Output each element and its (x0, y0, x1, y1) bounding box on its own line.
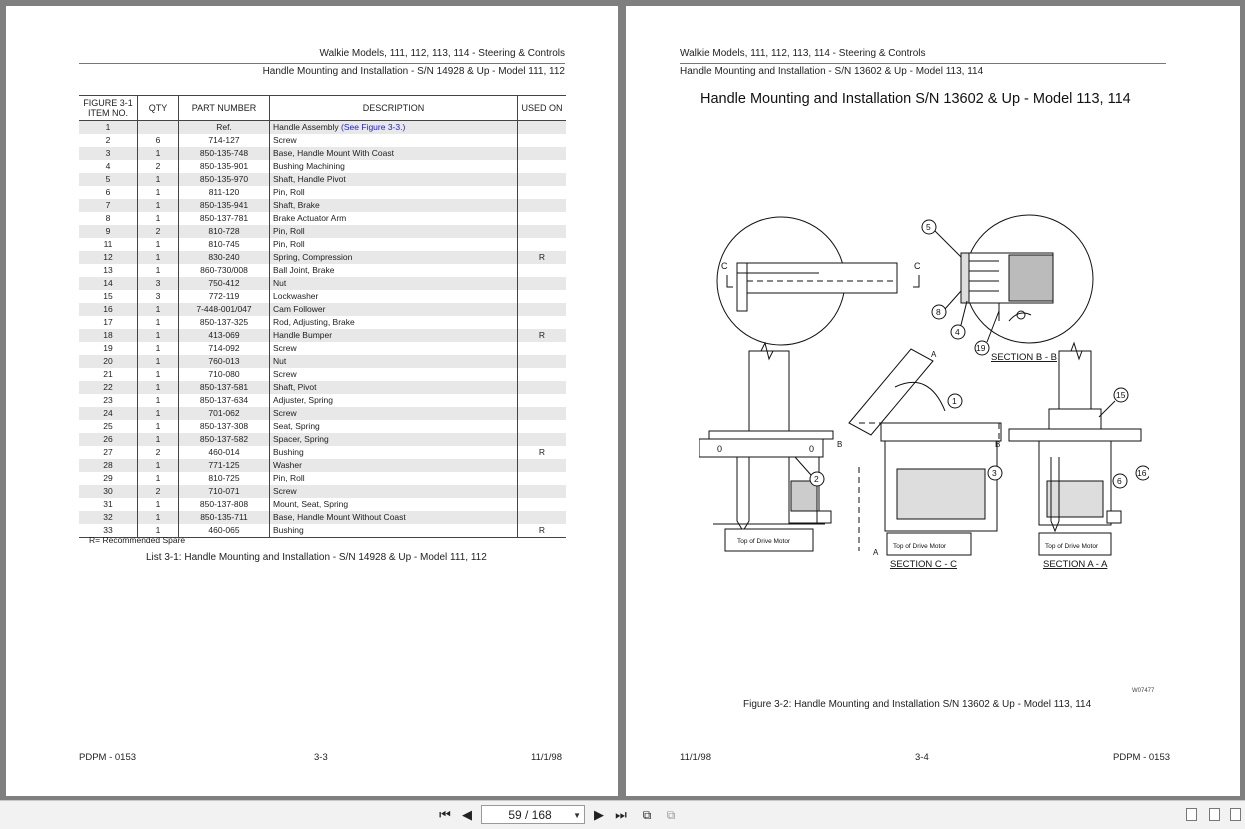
cell-part-number: 850-135-711 (179, 511, 270, 524)
cell-part-number: 7-448-001/047 (179, 303, 270, 316)
table-row (79, 511, 566, 524)
table-row (79, 160, 566, 173)
footer-page-number: 3-4 (915, 752, 929, 763)
table-row (79, 277, 566, 290)
cell-used-on (518, 459, 567, 472)
col-qty: QTY (138, 96, 179, 121)
cell-used-on (518, 368, 567, 381)
cell-item: 27 (103, 447, 113, 457)
cell-qty: 1 (138, 342, 179, 355)
cell-part-number: 811-120 (179, 186, 270, 199)
table-row (79, 472, 566, 485)
cell-qty: 1 (138, 329, 179, 342)
cell-qty: 1 (138, 199, 179, 212)
cell-description: Shaft, Handle Pivot (270, 173, 518, 186)
cell-description: Screw (270, 368, 518, 381)
cell-description: Mount, Seat, Spring (270, 498, 518, 511)
table-row (79, 433, 566, 446)
next-page-icon[interactable]: ▶ (594, 807, 604, 822)
cell-qty: 1 (138, 381, 179, 394)
cell-qty: 1 (138, 472, 179, 485)
svg-text:0: 0 (809, 444, 815, 454)
cell-item: 29 (103, 473, 113, 483)
table-row (79, 355, 566, 368)
cell-description: Pin, Roll (270, 238, 518, 251)
cell-part-number: 850-137-634 (179, 394, 270, 407)
cell-part-number: 810-745 (179, 238, 270, 251)
cell-used-on (518, 355, 567, 368)
table-row (79, 290, 566, 303)
cell-item: 14 (79, 277, 138, 290)
cell-item: 19 (103, 343, 113, 353)
viewer-toolbar (0, 800, 1245, 829)
table-row (79, 212, 566, 225)
cell-item: 11 (103, 239, 113, 249)
cell-description: Spacer, Spring (270, 433, 518, 446)
cell-qty: 1 (138, 303, 179, 316)
cell-item: 7 (79, 199, 138, 212)
cell-used-on (518, 225, 567, 238)
svg-text:Top of Drive Motor: Top of Drive Motor (737, 538, 791, 545)
table-row (79, 420, 566, 433)
cell-description: Washer (270, 459, 518, 472)
cell-part-number: 760-013 (179, 355, 270, 368)
svg-text:4: 4 (955, 327, 960, 337)
label-c: C (914, 261, 921, 271)
continuous-view-icon[interactable] (1209, 808, 1220, 821)
cell-qty: 2 (138, 485, 179, 498)
table-row (79, 485, 566, 498)
single-column-view-icon[interactable] (1186, 808, 1197, 821)
table-row (79, 186, 566, 199)
svg-text:19: 19 (976, 343, 986, 353)
cell-part-number: 710-071 (179, 485, 270, 498)
cell-used-on (518, 290, 567, 303)
page-number-select[interactable] (481, 805, 585, 824)
cell-qty: 1 (138, 420, 179, 433)
list-caption: List 3-1: Handle Mounting and Installation - S/N 14928 & Up - Model 111, 112 (146, 552, 487, 563)
facing-view-icon[interactable] (1230, 808, 1241, 821)
table-row (79, 342, 566, 355)
cell-used-on (518, 381, 567, 394)
figure-title: Handle Mounting and Installation S/N 13602 & Up - Model 113, 114 (700, 91, 1131, 107)
table-row (79, 264, 566, 277)
col-used-on: USED ON (518, 96, 567, 121)
two-page-view-icon[interactable]: ⧉ (642, 808, 652, 822)
left-page (6, 6, 618, 796)
cell-item: 17 (103, 317, 113, 327)
cell-part-number: 714-092 (179, 342, 270, 355)
cell-used-on: R (518, 251, 567, 264)
running-header: Walkie Models, 111, 112, 113, 114 - Steering & Controls (680, 48, 926, 59)
cell-item: 9 (79, 225, 138, 238)
cell-description: Screw (270, 485, 518, 498)
cell-item: 32 (79, 511, 138, 524)
cell-part-number: 850-135-941 (179, 199, 270, 212)
col-description: DESCRIPTION (270, 96, 518, 121)
cell-item: 23 (103, 395, 113, 405)
cell-part-number: 850-137-581 (179, 381, 270, 394)
svg-text:2: 2 (814, 474, 819, 484)
cell-qty: 2 (138, 446, 179, 459)
cell-qty: 1 (138, 498, 179, 511)
cell-part-number: 772-119 (179, 290, 270, 303)
cell-part-number: 830-240 (179, 251, 270, 264)
cell-used-on (518, 186, 567, 199)
svg-text:Top of Drive Motor: Top of Drive Motor (893, 543, 947, 550)
table-row (79, 173, 566, 186)
cell-qty: 6 (138, 134, 179, 147)
cell-item: 4 (105, 161, 111, 171)
cell-qty: 3 (138, 277, 179, 290)
cell-used-on: R (518, 524, 567, 538)
cell-qty: 1 (138, 394, 179, 407)
top-view-c (717, 217, 921, 345)
cell-part-number: 860-730/008 (179, 264, 270, 277)
first-page-icon[interactable]: ⏮ (439, 807, 451, 822)
cell-item: 33 (79, 524, 138, 538)
col-item: FIGURE 3-1 ITEM NO. (79, 96, 138, 121)
cell-used-on (518, 264, 567, 277)
cell-item: 22 (79, 381, 138, 394)
cell-qty: 1 (138, 238, 179, 251)
drawing-code: W07477 (1132, 688, 1155, 694)
svg-text:0: 0 (717, 444, 723, 454)
table-row (79, 134, 566, 147)
cell-part-number: 850-137-582 (179, 433, 270, 446)
cell-used-on (518, 277, 567, 290)
section-a-label: SECTION A - A (1043, 559, 1108, 570)
cell-qty: 1 (138, 251, 179, 264)
section-a-a (1009, 343, 1149, 570)
cell-qty: 2 (138, 225, 179, 238)
table-row (79, 407, 566, 420)
table-row (79, 303, 566, 316)
header-rule (680, 63, 1166, 64)
cell-description: Ball Joint, Brake (270, 264, 518, 277)
cell-item: 24 (79, 407, 138, 420)
svg-text:A: A (931, 350, 937, 359)
cell-qty (138, 121, 179, 135)
chevron-down-icon: ▼ (573, 811, 581, 820)
cell-used-on (518, 342, 567, 355)
right-page (626, 6, 1240, 796)
cell-description: Screw (270, 134, 518, 147)
header-rule (79, 63, 565, 64)
cell-qty: 1 (138, 511, 179, 524)
col-part-number: PART NUMBER (179, 96, 270, 121)
cell-item: 26 (79, 433, 138, 446)
parts-list-table (79, 95, 566, 538)
footer-date: 11/1/98 (680, 752, 711, 763)
cell-used-on (518, 121, 567, 135)
cell-description: Pin, Roll (270, 472, 518, 485)
cell-used-on (518, 511, 567, 524)
cell-item: 5 (79, 173, 138, 186)
cell-qty: 1 (138, 316, 179, 329)
cell-qty: 3 (138, 290, 179, 303)
cell-item: 18 (79, 329, 138, 342)
cell-description: Rod, Adjusting, Brake (270, 316, 518, 329)
cell-qty: 1 (138, 433, 179, 446)
cell-qty: 1 (138, 186, 179, 199)
cell-part-number: 850-135-901 (179, 160, 270, 173)
cell-item: 31 (103, 499, 113, 509)
cell-part-number: 850-137-808 (179, 498, 270, 511)
cell-description: Base, Handle Mount Without Coast (270, 511, 518, 524)
cell-part-number: 810-725 (179, 472, 270, 485)
section-header: Handle Mounting and Installation - S/N 13602 & Up - Model 113, 114 (680, 66, 984, 77)
cell-part-number: 850-137-308 (179, 420, 270, 433)
footer-page-number: 3-3 (314, 752, 328, 763)
cell-item: 21 (103, 369, 113, 379)
cell-description: Nut (270, 355, 518, 368)
table-row (79, 251, 566, 264)
cell-used-on (518, 498, 567, 511)
cell-description: Seat, Spring (270, 420, 518, 433)
table-row (79, 329, 566, 342)
cell-item: 1 (79, 121, 138, 135)
cell-qty: 1 (138, 355, 179, 368)
svg-text:1: 1 (952, 396, 957, 406)
cell-qty: 1 (138, 264, 179, 277)
cell-used-on (518, 134, 567, 147)
cell-used-on (518, 420, 567, 433)
cell-part-number: 750-412 (179, 277, 270, 290)
footer-doc-id: PDPM - 0153 (1113, 752, 1171, 763)
cell-part-number: 810-728 (179, 225, 270, 238)
cell-qty: 1 (138, 368, 179, 381)
svg-text:B: B (995, 440, 1001, 449)
cell-item: 6 (105, 187, 111, 197)
section-header: Handle Mounting and Installation - S/N 14928 & Up - Model 111, 112 (262, 66, 565, 77)
cell-item: 16 (79, 303, 138, 316)
cell-part-number: 850-135-748 (179, 147, 270, 160)
footer-doc-id: PDPM - 0153 (79, 752, 137, 763)
cell-item: 25 (103, 421, 113, 431)
footer-date: 11/1/98 (531, 752, 562, 763)
cell-item: 13 (103, 265, 113, 275)
recommended-spare-note: R= Recommended Spare (89, 535, 186, 545)
cell-used-on (518, 433, 567, 446)
table-row (79, 238, 566, 251)
cell-used-on (518, 173, 567, 186)
cell-description: Handle Bumper (270, 329, 518, 342)
cell-description: Lockwasher (270, 290, 518, 303)
cell-used-on (518, 485, 567, 498)
table-row (79, 147, 566, 160)
cell-used-on (518, 394, 567, 407)
cell-used-on (518, 316, 567, 329)
cell-part-number: 714-127 (179, 134, 270, 147)
svg-text:16: 16 (1137, 468, 1147, 478)
cell-item: 20 (79, 355, 138, 368)
cell-used-on: R (518, 446, 567, 459)
cell-qty: 1 (138, 147, 179, 160)
cell-description: Spring, Compression (270, 251, 518, 264)
cell-used-on (518, 212, 567, 225)
cell-item: 3 (79, 147, 138, 160)
cell-part-number: 850-137-325 (179, 316, 270, 329)
cell-description: Brake Actuator Arm (270, 212, 518, 225)
cell-part-number: 460-014 (179, 446, 270, 459)
table-row (79, 199, 566, 212)
svg-text:3: 3 (992, 468, 997, 478)
cell-description: Cam Follower (270, 303, 518, 316)
cell-used-on (518, 199, 567, 212)
cell-description: Adjuster, Spring (270, 394, 518, 407)
handle-mounting-drawing (699, 211, 1149, 581)
svg-text:6: 6 (1117, 476, 1122, 486)
svg-text:Top of Drive Motor: Top of Drive Motor (1045, 543, 1099, 550)
cell-part-number: 850-135-970 (179, 173, 270, 186)
cell-used-on: R (518, 329, 567, 342)
cell-item: 15 (103, 291, 113, 301)
cell-description: Shaft, Pivot (270, 381, 518, 394)
last-page-icon[interactable]: ⏭ (615, 807, 627, 822)
cell-part-number: 710-080 (179, 368, 270, 381)
svg-text:A: A (873, 548, 879, 557)
section-c-c (837, 349, 1002, 570)
cell-part-number: 850-137-781 (179, 212, 270, 225)
figure-caption: Figure 3-2: Handle Mounting and Installation S/N 13602 & Up - Model 113, 114 (743, 699, 1092, 710)
cell-description: Screw (270, 342, 518, 355)
cell-item: 8 (105, 213, 111, 223)
cell-part-number: 771-125 (179, 459, 270, 472)
table-row (79, 316, 566, 329)
table-row (79, 498, 566, 511)
table-header (79, 96, 566, 121)
section-c-label: SECTION C - C (890, 559, 958, 570)
figure-link[interactable]: (See Figure 3-3.) (341, 122, 406, 132)
cell-used-on (518, 472, 567, 485)
cell-used-on (518, 160, 567, 173)
cell-description: Bushing (270, 446, 518, 459)
cell-description: Bushing (270, 524, 518, 538)
cell-item: 28 (79, 459, 138, 472)
cell-description: Screw (270, 407, 518, 420)
cell-item: 30 (79, 485, 138, 498)
table-row (79, 381, 566, 394)
cell-description: Base, Handle Mount With Coast (270, 147, 518, 160)
cell-used-on (518, 238, 567, 251)
table-row (79, 446, 566, 459)
cell-description: Handle Assembly (See Figure 3-3.) (270, 121, 518, 135)
single-page-view-icon[interactable]: ⧉ (666, 808, 676, 822)
svg-text:8: 8 (936, 307, 941, 317)
cell-description: Pin, Roll (270, 186, 518, 199)
running-header: Walkie Models, 111, 112, 113, 114 - Steering & Controls (319, 48, 565, 59)
cell-used-on (518, 303, 567, 316)
cell-qty: 1 (138, 459, 179, 472)
section-b-label: SECTION B - B (991, 352, 1057, 363)
cell-qty: 2 (138, 160, 179, 173)
table-row (79, 459, 566, 472)
table-row (79, 121, 566, 135)
cell-item: 2 (105, 135, 111, 145)
cell-part-number: 701-062 (179, 407, 270, 420)
cell-qty: 1 (138, 212, 179, 225)
cell-item: 12 (79, 251, 138, 264)
cell-used-on (518, 147, 567, 160)
table-row (79, 368, 566, 381)
cell-used-on (518, 407, 567, 420)
cell-description: Pin, Roll (270, 225, 518, 238)
page-number-value: 59 / 168 (508, 808, 552, 822)
cell-part-number: Ref. (179, 121, 270, 135)
cell-description: Shaft, Brake (270, 199, 518, 212)
table-row (79, 225, 566, 238)
cell-qty: 1 (138, 173, 179, 186)
svg-text:5: 5 (926, 222, 931, 232)
label-c: C (721, 261, 728, 271)
table-row (79, 394, 566, 407)
prev-page-icon[interactable]: ◀ (462, 807, 472, 822)
cell-qty: 1 (138, 407, 179, 420)
cell-description: Nut (270, 277, 518, 290)
side-view-left (699, 343, 833, 551)
cell-description: Bushing Machining (270, 160, 518, 173)
cell-part-number: 460-065 (179, 524, 270, 538)
svg-text:B: B (837, 440, 843, 449)
cell-part-number: 413-069 (179, 329, 270, 342)
svg-text:15: 15 (1116, 390, 1126, 400)
cell-qty: 1 (138, 524, 179, 538)
